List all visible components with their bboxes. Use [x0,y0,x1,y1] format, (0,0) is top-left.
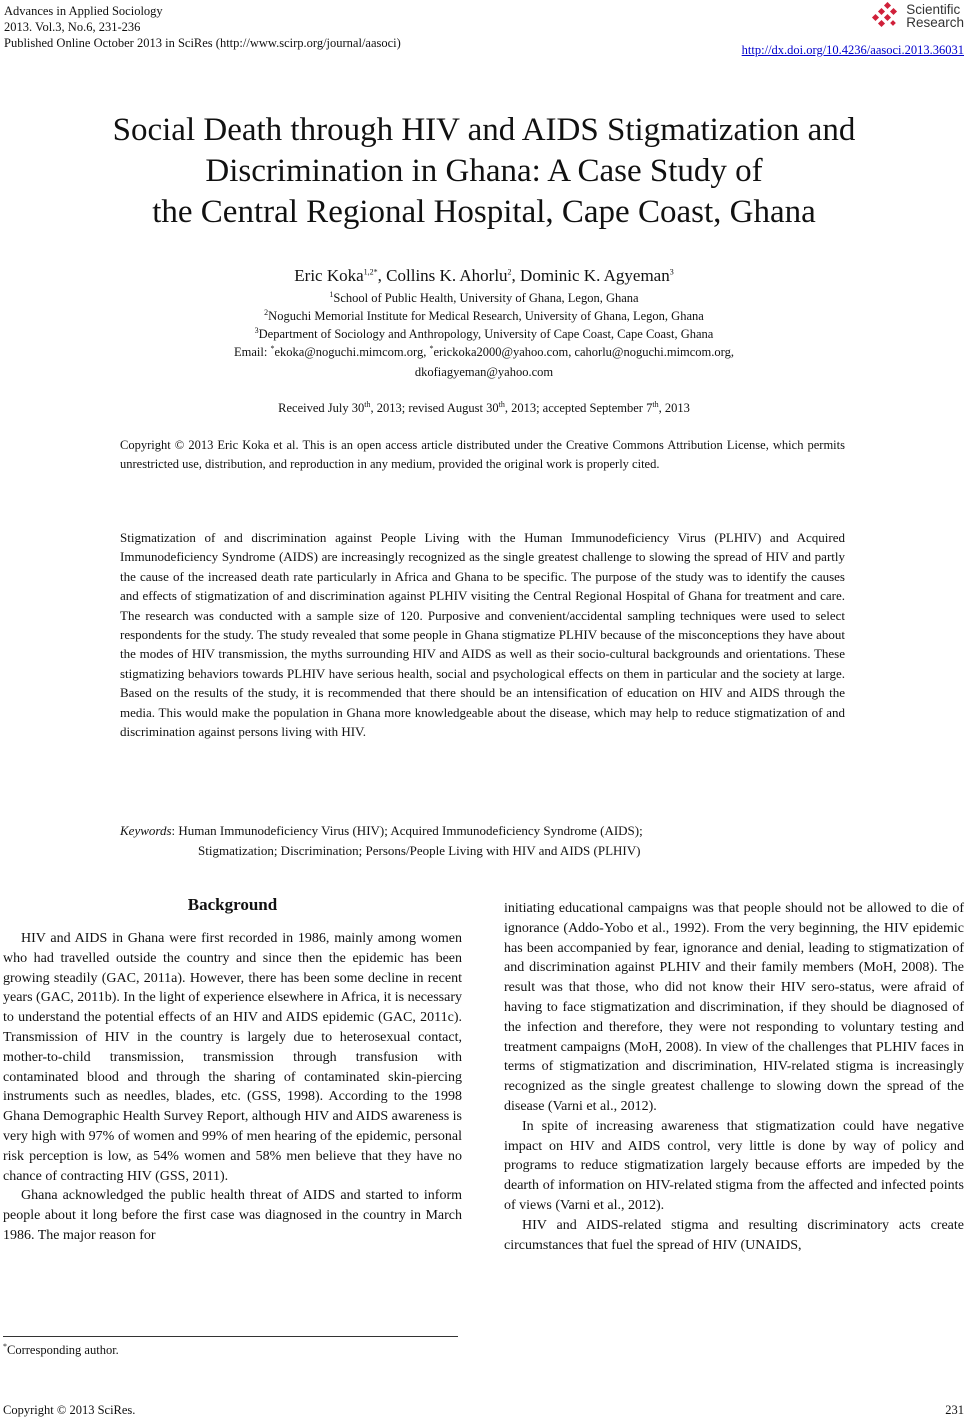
paragraph: HIV and AIDS in Ghana were first recorded in 1986, mainly among women who had travelled outside the country and since then the epidemic has been growing steadily (GAC, 2011a). However, there has been some decline in recent years (GAC, 2011b). In the light of experience elsewhere in Africa, it is necessary to understand the potential effects of an HIV and AIDS epidemic (GAC, 2011c). Transmission of HIV in the country is largely due to heterosexual contact, mother-to-child transmission, transmission through transfusion with contaminated blood and through the sharing of contaminated skin-piercing instruments such as needles, blades, etc. (GSS, 1998). According to the 1998 Ghana Demographic Health Survey Report, although HIV and AIDS awareness is very high with 97% of women and 99% of men hearing of the epidemic, personal risk perception is low, as 54% women and 58% men believe that they have no chance of contracting HIV (GSS, 2011). [3,931,462,1184]
doi-link[interactable]: http://dx.doi.org/10.4236/aasoci.2013.36031 [741,43,964,57]
affiliation-1: $^1$School of Public Health, University of Ghana, Legon, Ghana [329,289,639,305]
journal-volume: 2013. Vol.3, No.6, 231-236 [4,20,141,34]
affiliation-2: $^2$Noguchi Memorial Institute for Medical Research, University of Ghana, Legon, Ghana [264,307,704,323]
paragraph: initiating educational campaigns was that people should not be allowed to die of ignorance (Addo-Yobo et al., 1992). From the very beginning, the HIV epidemic has been accompanied by fear, ignorance and denial, leading to stigmatization of and discrimination against PLHIV and their family members (MoH, 2008). The result was that those, who did not know their HIV sero-status, were afraid of having to face stigmatization and discrimination, if they should be diagnosed of the infection and therefore, they were not responding to voluntary testing and treatment campaigns (MoH, 2008). In view of the challenges that PLHIV faces in terms of stigmatization and discrimination, HIV-related stigma is increasingly recognized as the single greatest challenge to slowing down the spread of the disease (Varni et al., 2012). [504,901,964,1114]
section-heading: Background [187,895,278,914]
left-column [3,929,462,1246]
paragraph: Ghana acknowledged the public health threat of AIDS and started to inform people about it long before the first case was diagnosed in the country in March 1986. The major reason for [3,1188,462,1243]
abstract: Stigmatization of and discrimination against People Living with the Human Immunodeficiency Virus (PLHIV) and Acquired Immunodeficiency Syndrome (AIDS) are increasingly recognized as the single greatest challenge to slowing the spread of HIV and partly the cause of the increased death rate particularly in Africa and Ghana to be specific. The purpose of the study was to identify the causes and effects of stigmatization of and discrimination against PLHIV visiting the Central Regional Hospital of Ghana for treatment and care. The research was conducted with a sample size of 120. Purposive and convenient/accidental sampling techniques were used to select respondents for the study. The study revealed that some people in Ghana stigmatize PLHIV because of the misconceptions they have about the modes of HIV transmission, the myths surrounding HIV and AIDS as well as their socio-cultural backgrounds and orientations. These stigmatizing behaviors towards PLHIV have serious health, social and psychological effects on them in particular and the society at large. Based on the results of the study, it is recommended that there should be an intensification of education on HIV and AIDS through the media. This would make the population in Ghana more knowledgeable about the disease, which may help to reduce stigmatization of and discrimination against persons living with HIV. [120,530,845,740]
paragraph: In spite of increasing awareness that stigmatization could have negative impact on HIV and AIDS control, very little is done by way of policy and programs to reduce stigmatization largely because efforts are impeded by the dearth of information on HIV-related stigma from the affected and infected points of views (Varni et al., 2012). [504,1118,964,1213]
publisher-logo [871,2,964,30]
email-line: Email: *ekoka@noguchi.mimcom.org, *erickoka2000@yahoo.com, cahorlu@noguchi.mimcom.org, [234,343,734,359]
page-number: 231 [945,1403,964,1417]
paragraph: HIV and AIDS-related stigma and resulting discriminatory acts create circumstances that fuel the spread of HIV (UNAIDS, [504,1217,964,1253]
footnote-rule [3,1336,458,1337]
scirp-diamond-icon [871,2,903,30]
right-column [504,899,964,1255]
license-notice: Copyright © 2013 Eric Koka et al. This is an open access article distributed under the Creative Commons Attribution License, which permits unrestricted use, distribution, and reproduction in any medium, provided the original work is properly cited. [120,438,845,471]
keywords: Keywords: Human Immunodeficiency Virus (HIV); Acquired Immunodeficiency Syndrome (AIDS); Stigmatization; Discrimination; Persons/People Living with HIV and AIDS (PLHIV) [120,823,643,858]
author-list: Eric Koka$^{1,2*}$, Collins K. Ahorlu$^2$, Dominic K. Agyeman$^3$ [294,266,674,285]
keywords-label: Keywords [120,823,172,838]
journal-published: Published Online October 2013 in SciRes (http://www.scirp.org/journal/aasoci) [4,36,401,50]
email-line-2: dkofiagyeman@yahoo.com [414,365,554,379]
journal-header [4,3,401,51]
journal-name: Advances in Applied Sociology [4,4,163,18]
received-dates: Received July 30th, 2013; revised August 30th, 2013; accepted September 7th, 2013 [278,399,690,415]
footnote: *Corresponding author. [3,1341,119,1357]
logo-text: Scientific Research [906,2,964,30]
paper-title: Social Death through HIV and AIDS Stigmatization and Discrimination in Ghana: A Case Study of the Central Regional Hospital, Cape Coast, Ghana [112,112,856,230]
footer-copyright: Copyright © 2013 SciRes. [3,1403,136,1417]
affiliation-3: $^3$Department of Sociology and Anthropology, University of Cape Coast, Cape Coast, Ghana [254,325,714,341]
